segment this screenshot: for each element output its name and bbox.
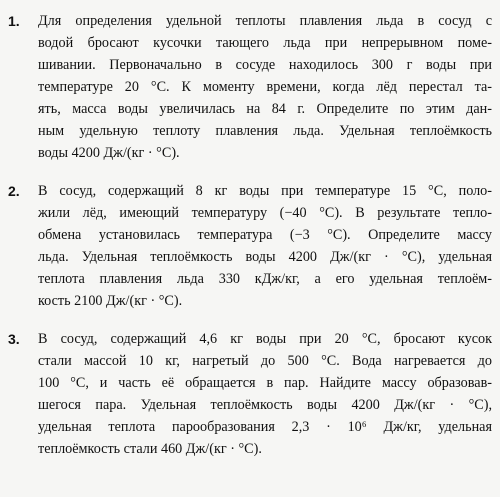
text-line: ять, масса воды увеличилась на 84 г. Определите по этим дан- [38,101,492,117]
text-line: ным удельную теплоту плавления льда. Удельная теплоёмкость [38,123,492,139]
text-line: Для определения удельной теплоты плавления льда в сосуд с [38,13,492,29]
text-line: стали массой 10 кг, нагретый до 500 °С. Вода нагревается до [38,353,492,369]
text-line: температуре 20 °С. К моменту времени, когда лёд перестал та- [38,79,492,95]
text-line: водой бросают кусочки тающего льда при непрерывном поме- [38,35,492,51]
text-line: обмена установилась температура (−3 °С). Определите массу [38,227,492,243]
problem-text [38,328,492,460]
text-line: шегося пара. Удельная теплоёмкость воды 4200 Дж/(кг · °С), [38,397,492,413]
problem-2 [8,180,492,312]
text-line: В сосуд, содержащий 4,6 кг воды при 20 °С, бросают кусок [38,331,492,347]
text-line: кость 2100 Дж/(кг · °С). [38,293,183,309]
problem-text [38,180,492,312]
text-line: воды 4200 Дж/(кг · °С). [38,145,180,161]
text-line: удельная теплота парообразования 2,3 · 10⁶ Дж/кг, удельная [38,419,492,435]
problem-1 [8,10,492,164]
text-line: теплоёмкость стали 460 Дж/(кг · °С). [38,441,262,457]
text-line: 100 °С, и часть её обращается в пар. Найдите массу образовав- [38,375,492,391]
problem-3 [8,328,492,460]
text-line: шивании. Первоначально в сосуде находилось 300 г воды при [38,57,492,73]
text-line: В сосуд, содержащий 8 кг воды при температуре 15 °С, поло- [38,183,492,199]
problem-number: 1. [8,13,20,29]
problem-text [38,10,492,164]
problem-number: 2. [8,183,20,199]
text-line: жили лёд, имеющий температуру (−40 °С). В результате тепло- [38,205,492,221]
problem-number: 3. [8,331,20,347]
text-line: теплота плавления льда 330 кДж/кг, а его удельная теплоём- [38,271,492,287]
text-line: льда. Удельная теплоёмкость воды 4200 Дж/(кг · °С), удельная [38,249,492,265]
